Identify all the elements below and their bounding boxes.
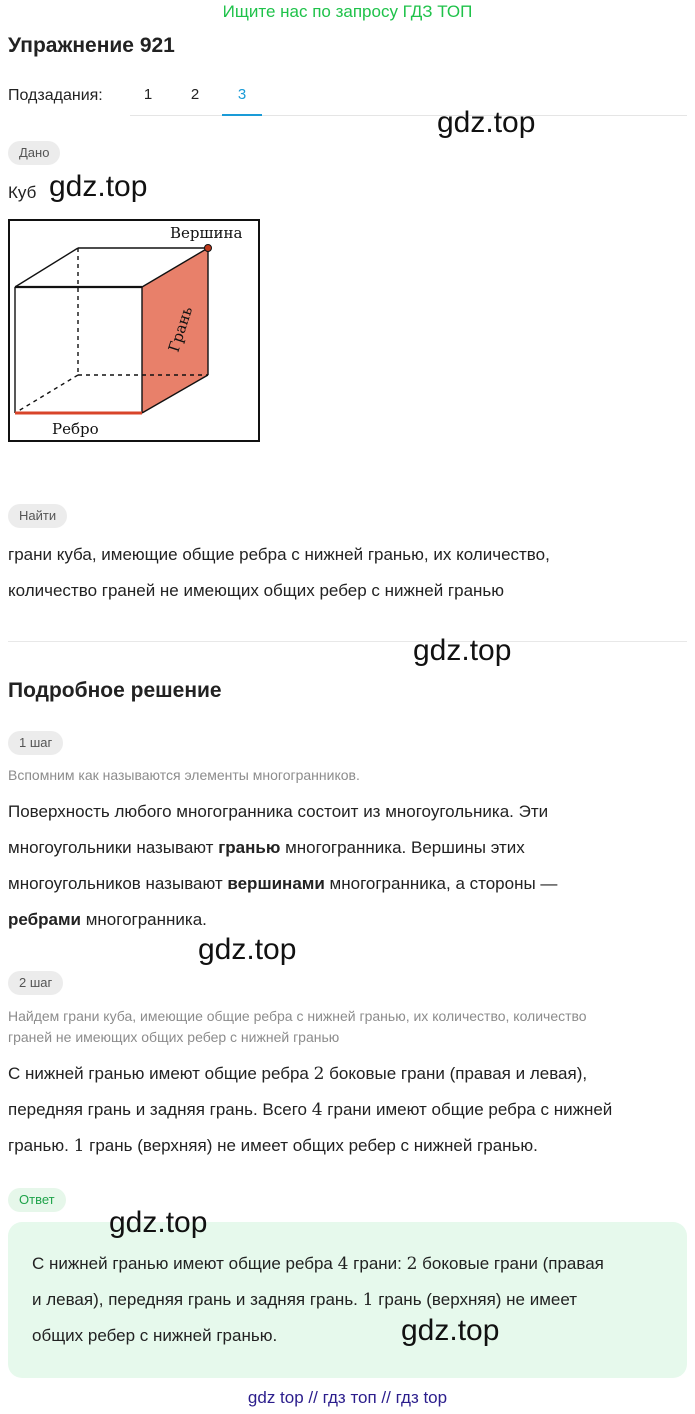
given-pill: Дано <box>8 141 60 165</box>
given-text: Куб <box>8 183 37 202</box>
cube-figure <box>8 219 260 442</box>
step1-line-3: многоугольников называют вершинами многогранника, а стороны — <box>8 874 558 893</box>
step2-pill: 2 шаг <box>8 971 63 995</box>
cube-vertex-highlight <box>205 245 212 252</box>
answer-text <box>32 1246 672 1354</box>
cube-drawing <box>10 221 258 440</box>
subtasks-label: Подзадания: <box>8 87 103 104</box>
answer-line-1: С нижней гранью имеют общие ребра 4 грани: 2 боковые грани (правая <box>32 1254 604 1274</box>
watermark: gdz.top <box>413 634 512 667</box>
subtask-tab-1[interactable]: 1 <box>143 86 153 103</box>
answer-line-3: общих ребер с нижней гранью. <box>32 1326 278 1345</box>
step1-line-2: многоугольники называют гранью многогранника. Вершины этих <box>8 838 525 857</box>
answer-pill: Ответ <box>8 1188 66 1212</box>
step2-line-1: С нижней гранью имеют общие ребра 2 боковые грани (правая и левая), <box>8 1064 588 1084</box>
step2-hint-2: граней не имеющих общих ребер с нижней гранью <box>8 1029 340 1045</box>
find-pill: Найти <box>8 504 67 528</box>
watermark: gdz.top <box>401 1314 500 1347</box>
promo-banner: Ищите нас по запросу ГДЗ ТОП <box>222 2 473 21</box>
subtasks-tabs <box>130 80 687 116</box>
step1-pill: 1 шаг <box>8 731 63 755</box>
footer-links[interactable]: gdz top // гдз топ // гдз top <box>247 1388 448 1407</box>
subtask-tab-2[interactable]: 2 <box>190 86 200 103</box>
step1-line-4: ребрами многогранника. <box>8 910 207 929</box>
find-line-1: грани куба, имеющие общие ребра с нижней гранью, их количество, <box>8 545 550 564</box>
watermark: gdz.top <box>198 933 297 966</box>
find-line-2: количество граней не имеющих общих ребер с нижней гранью <box>8 581 505 600</box>
watermark: gdz.top <box>437 106 536 139</box>
step1-line-1: Поверхность любого многогранника состоит из многоугольника. Эти <box>8 802 549 821</box>
cube-hidden-edge <box>15 375 78 413</box>
subtask-tab-3[interactable]: 3 <box>222 86 262 116</box>
step2-line-2: передняя грань и задняя грань. Всего 4 грани имеют общие ребра с нижней <box>8 1100 613 1120</box>
watermark: gdz.top <box>49 170 148 203</box>
divider <box>8 641 687 642</box>
step2-hint-1: Найдем грани куба, имеющие общие ребра с нижней гранью, их количество, количество <box>8 1008 587 1024</box>
page-title: Упражнение 921 <box>8 34 175 57</box>
step1-hint: Вспомним как называются элементы многогранников. <box>8 767 360 783</box>
watermark: gdz.top <box>109 1206 208 1239</box>
solution-title: Подробное решение <box>8 679 222 702</box>
edge-label: Ребро <box>52 420 99 438</box>
cube-edge <box>15 248 78 287</box>
step2-line-3: гранью. 1 грань (верхняя) не имеет общих ребер с нижней гранью. <box>8 1136 538 1156</box>
answer-line-2: и левая), передняя грань и задняя грань. 1 грань (верхняя) не имеет <box>32 1290 578 1310</box>
face-label: Грань <box>164 304 197 355</box>
vertex-label: Вершина <box>170 224 243 242</box>
